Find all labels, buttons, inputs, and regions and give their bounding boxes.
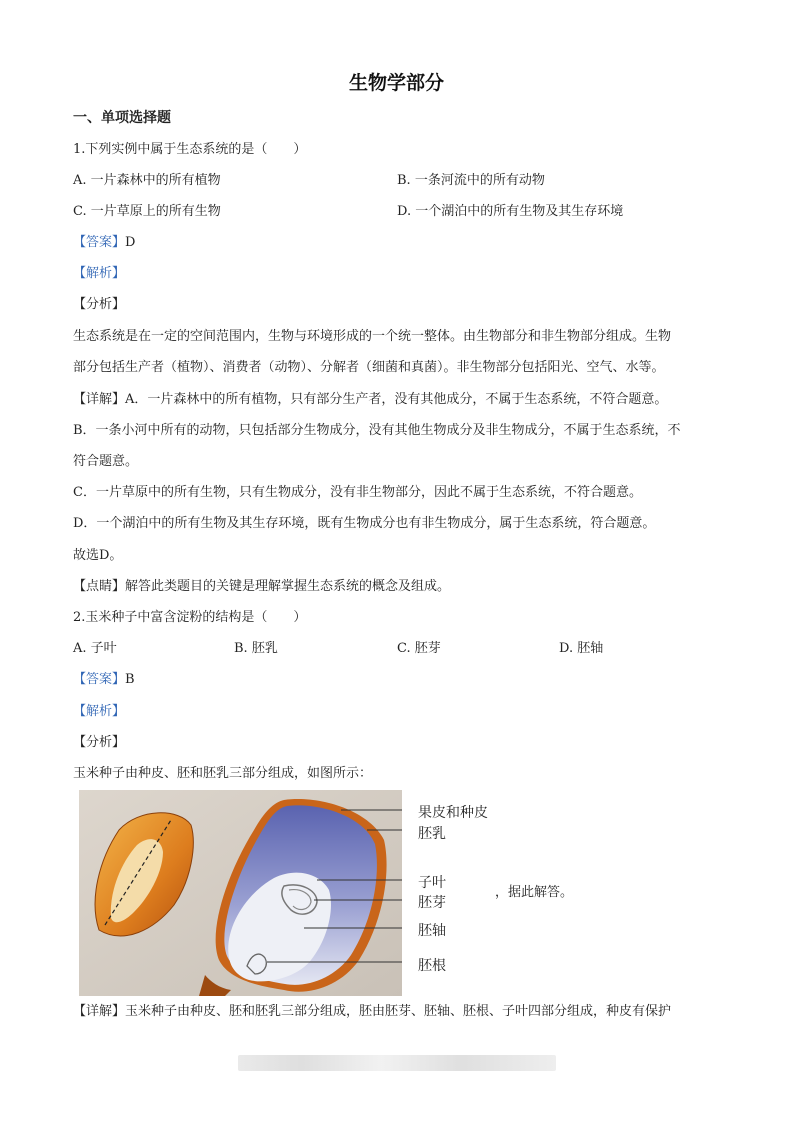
label-endosperm: 胚乳 xyxy=(418,826,446,842)
q1-dianjing: 【点睛】解答此类题目的关键是理解掌握生态系统的概念及组成。 xyxy=(73,579,451,594)
q1-detail-line-6: 故选D。 xyxy=(73,548,123,563)
fenxi-tag: 【分析】 xyxy=(73,735,126,750)
question-2-stem: 2.玉米种子中富含淀粉的结构是（ ） xyxy=(73,610,307,625)
label-cotyledon: 子叶 xyxy=(418,875,446,891)
q1-analysis-line-2: 部分包括生产者（植物）、消费者（动物）、分解者（细菌和真菌）。非生物部分包括阳光、空气、水等。 xyxy=(73,360,665,375)
q2-answer-line xyxy=(73,672,135,688)
q2-analysis-line-1: 玉米种子由种皮、胚和胚乳三部分组成，如图所示： xyxy=(73,766,373,781)
answer-value: D xyxy=(125,235,136,250)
q2-detail-line-1: 【详解】玉米种子由种皮、胚和胚乳三部分组成，胚由胚芽、胚轴、胚根、子叶四部分组成，种皮有保护 xyxy=(73,1004,672,1019)
label-hypocotyl: 胚轴 xyxy=(418,923,446,939)
q2-option-b: B. 胚乳 xyxy=(234,641,278,656)
q1-option-d: D. 一个湖泊中的所有生物及其生存环境 xyxy=(397,204,624,219)
jiexi-tag: 【解析】 xyxy=(73,704,126,719)
answer-value: B xyxy=(125,672,135,687)
answer-tag: 【答案】 xyxy=(73,672,126,687)
q1-detail-line-5: D．一个湖泊中的所有生物及其生存环境，既有生物成分也有非生物成分，属于生态系统，符合题意。 xyxy=(73,516,656,531)
q1-detail-line-4: C．一片草原中的所有生物，只有生物成分，没有非生物部分，因此不属于生态系统，不符合题意。 xyxy=(73,485,642,500)
label-plumule: 胚芽 xyxy=(418,895,446,911)
q1-detail-line-1: 【详解】A．一片森林中的所有植物，只有部分生产者，没有其他成分，不属于生态系统，不符合题意。 xyxy=(73,392,668,407)
q2-option-d: D. 胚轴 xyxy=(559,641,604,656)
q2-option-a: A. 子叶 xyxy=(73,641,117,656)
question-1-stem: 1.下列实例中属于生态系统的是（ ） xyxy=(73,142,307,157)
q1-option-c: C. 一片草原上的所有生物 xyxy=(73,204,221,219)
q1-analysis-line-1: 生态系统是在一定的空间范围内，生物与环境形成的一个统一整体。由生物部分和非生物部分组成。生物 xyxy=(73,329,672,344)
corn-seed-figure xyxy=(79,790,402,996)
blurred-footer-watermark xyxy=(238,1055,556,1071)
corn-seed-diagram xyxy=(79,790,402,996)
q1-option-b: B. 一条河流中的所有动物 xyxy=(397,173,545,188)
fenxi-tag: 【分析】 xyxy=(73,297,126,312)
label-radicle: 胚根 xyxy=(418,958,446,974)
q1-detail-line-2: B．一条小河中所有的动物，只包括部分生物成分，没有其他生物成分及非生物成分，不属于生态系统，不 xyxy=(73,423,681,438)
section-heading: 一、单项选择题 xyxy=(73,110,171,126)
q1-answer-line xyxy=(73,235,135,251)
page-title: 生物学部分 xyxy=(348,72,444,94)
q1-option-a: A. 一片森林中的所有植物 xyxy=(73,173,221,188)
figure-caption-tail: ，据此解答。 xyxy=(495,885,574,900)
jiexi-tag: 【解析】 xyxy=(73,266,126,281)
q1-detail-line-3: 符合题意。 xyxy=(73,454,139,469)
q2-option-c: C. 胚芽 xyxy=(397,641,441,656)
label-pericarp-seedcoat: 果皮和种皮 xyxy=(418,805,488,821)
answer-tag: 【答案】 xyxy=(73,235,126,250)
